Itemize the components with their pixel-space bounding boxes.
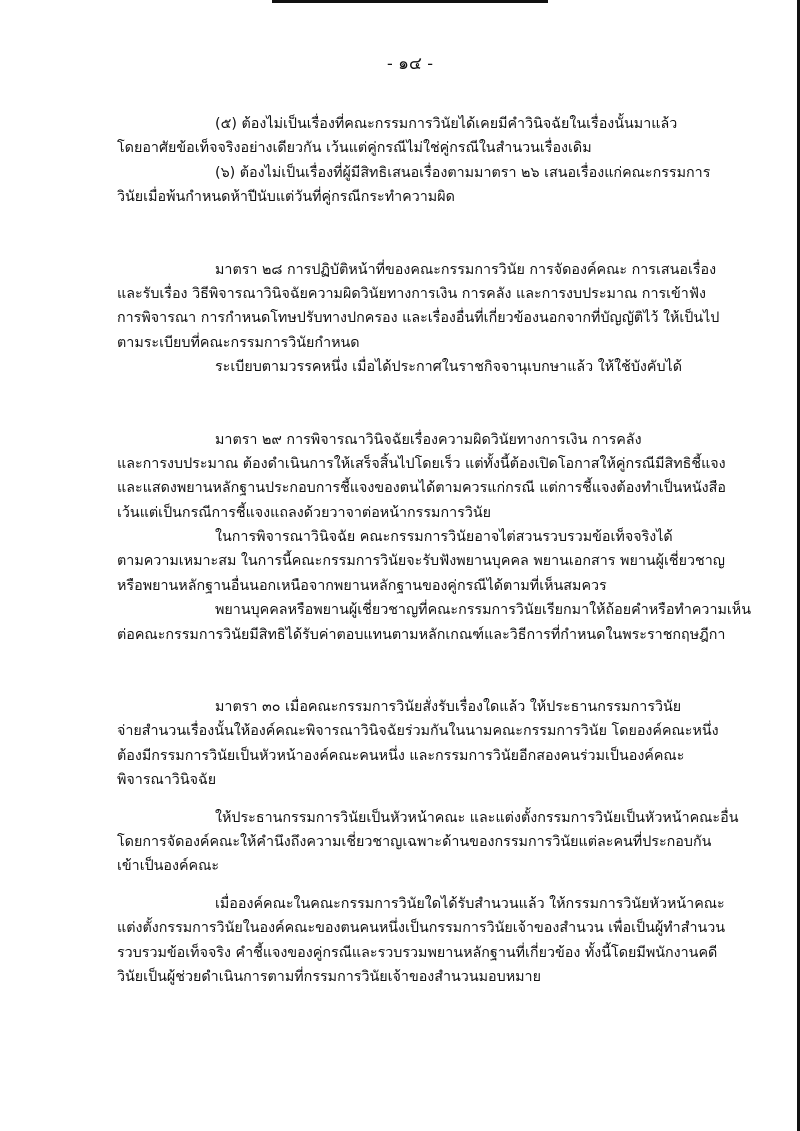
paragraph-gap bbox=[117, 380, 715, 428]
text-line: โดยการจัดองค์คณะให้คำนึงถึงความเชี่ยวชาญเฉพาะด้านของกรรมการวินัยแต่ละคนที่ประกอบกัน bbox=[117, 833, 712, 850]
text-line: โดยอาศัยข้อเท็จจริงอย่างเดียวกัน เว้นแต่คู่กรณีไม่ใช่คู่กรณีในสำนวนเรื่องเดิม bbox=[117, 140, 592, 157]
text-line: วินัยเมื่อพ้นกำหนดห้าปีนับแต่วันที่คู่กรณีกระทำความผิด bbox=[117, 189, 455, 206]
text-line: แต่งตั้งกรรมการวินัยในองค์คณะของตนคนหนึ่งเป็นกรรมการวินัยเจ้าของสำนวน เพื่อเป็นผู้ทำสำนวน bbox=[117, 920, 726, 937]
text-line: พยานบุคคลหรือพยานผู้เชี่ยวชาญที่คณะกรรมการวินัยเรียกมาให้ถ้อยคำหรือทำความเห็น bbox=[215, 602, 751, 619]
section-30 bbox=[117, 695, 719, 793]
text-line: มาตรา ๒๘ การปฏิบัติหน้าที่ของคณะกรรมการวินัย การจัดองค์คณะ การเสนอเรื่อง bbox=[215, 261, 717, 278]
clause-6 bbox=[117, 161, 715, 210]
page-number: - ๑๔ - bbox=[387, 54, 433, 74]
text-line: ต้องมีกรรมการวินัยเป็นหัวหน้าองค์คณะคนหนึ่ง และกรรมการวินัยอีกสองคนร่วมเป็นองค์คณะ bbox=[117, 747, 685, 764]
text-line: เว้นแต่เป็นกรณีการชี้แจงแถลงด้วยวาจาต่อหน้ากรรมการวินัย bbox=[117, 504, 492, 521]
text-line: พิจารณาวินิจฉัย bbox=[117, 772, 217, 789]
text-line: จ่ายสำนวนเรื่องนั้นให้องค์คณะพิจารณาวินิจฉัยร่วมกันในนามคณะกรรมการวินัย โดยองค์คณะหนึ่ง bbox=[117, 723, 719, 740]
section-29-para-2 bbox=[117, 525, 725, 598]
text-line: การพิจารณา การกำหนดโทษปรับทางปกครอง และเรื่องอื่นที่เกี่ยวข้องนอกจากที่บัญญัติไว้ ให้เป็นไป bbox=[117, 310, 720, 327]
section-29 bbox=[117, 428, 726, 526]
text-line: ตามระเบียบที่คณะกรรมการวินัยกำหนด bbox=[117, 334, 360, 351]
clause-5 bbox=[117, 112, 715, 161]
text-line: ตามความเหมาะสม ในการนี้คณะกรรมการวินัยจะรับฟังพยานบุคคล พยานเอกสาร พยานผู้เชี่ยวชาญ bbox=[117, 553, 725, 570]
text-line: ในการพิจารณาวินิจฉัย คณะกรรมการวินัยอาจไต่สวนรวบรวมข้อเท็จจริงได้ bbox=[215, 529, 673, 546]
text-line: วินัยเป็นผู้ช่วยดำเนินการตามที่กรรมการวินัยเจ้าของสำนวนมอบหมาย bbox=[117, 968, 541, 985]
section-28 bbox=[117, 258, 720, 356]
section-30-para-2 bbox=[117, 806, 739, 879]
text-line: รวบรวมข้อเท็จจริง คำชี้แจงของคู่กรณีและรวบรวมพยานหลักฐานที่เกี่ยวข้อง ทั้งนี้โดยมีพนักงานคดี bbox=[117, 944, 718, 961]
section-28-para-2 bbox=[117, 355, 715, 379]
paragraph-gap bbox=[117, 879, 715, 892]
text-line: เข้าเป็นองค์คณะ bbox=[117, 858, 220, 875]
text-line: (๖) ต้องไม่เป็นเรื่องที่ผู้มีสิทธิเสนอเรื่องตามมาตรา ๒๖ เสนอเรื่องแก่คณะกรรมการ bbox=[215, 164, 711, 181]
paragraph-gap bbox=[117, 793, 715, 806]
paragraph-gap bbox=[117, 210, 715, 258]
text-line: (๕) ต้องไม่เป็นเรื่องที่คณะกรรมการวินัยได้เคยมีคำวินิจฉัยในเรื่องนั้นมาแล้ว bbox=[215, 116, 678, 132]
paragraph-gap bbox=[117, 647, 715, 695]
text-line: และแสดงพยานหลักฐานประกอบการชี้แจงของตนได้ตามควรแก่กรณี แต่การชี้แจงต้องทำเป็นหนังสือ bbox=[117, 480, 726, 497]
text-line: ระเบียบตามวรรคหนึ่ง เมื่อได้ประกาศในราชกิจจานุเบกษาแล้ว ให้ใช้บังคับได้ bbox=[215, 359, 683, 376]
scan-edge-top bbox=[272, 0, 548, 3]
document-body bbox=[117, 112, 751, 989]
text-line: และการงบประมาณ ต้องดำเนินการให้เสร็จสิ้นไปโดยเร็ว แต่ทั้งนี้ต้องเปิดโอกาสให้คู่กรณีมีสิทธิชี้แจง bbox=[117, 455, 726, 472]
text-line: หรือพยานหลักฐานอื่นนอกเหนือจากพยานหลักฐานของคู่กรณีได้ตามที่เห็นสมควร bbox=[117, 577, 607, 594]
text-line: เมื่อองค์คณะในคณะกรรมการวินัยใดได้รับสำนวนแล้ว ให้กรรมการวินัยหัวหน้าคณะ bbox=[215, 895, 725, 912]
text-line: และรับเรื่อง วิธีพิจารณาวินิจฉัยความผิดวินัยทางการเงิน การคลัง และการงบประมาณ การเข้าฟัง bbox=[117, 285, 706, 302]
text-line: ให้ประธานกรรมการวินัยเป็นหัวหน้าคณะ และแต่งตั้งกรรมการวินัยเป็นหัวหน้าคณะอื่น bbox=[215, 809, 739, 826]
section-29-para-3 bbox=[117, 598, 751, 647]
text-line: ต่อคณะกรรมการวินัยมีสิทธิได้รับค่าตอบแทนตามหลักเกณฑ์และวิธีการที่กำหนดในพระราชกฤษฎีกา bbox=[117, 626, 726, 643]
text-line: มาตรา ๒๙ การพิจารณาวินิจฉัยเรื่องความผิดวินัยทางการเงิน การคลัง bbox=[215, 431, 642, 448]
text-line: มาตรา ๓๐ เมื่อคณะกรรมการวินัยสั่งรับเรื่องใดแล้ว ให้ประธานกรรมการวินัย bbox=[215, 699, 682, 716]
section-30-para-3 bbox=[117, 892, 726, 990]
